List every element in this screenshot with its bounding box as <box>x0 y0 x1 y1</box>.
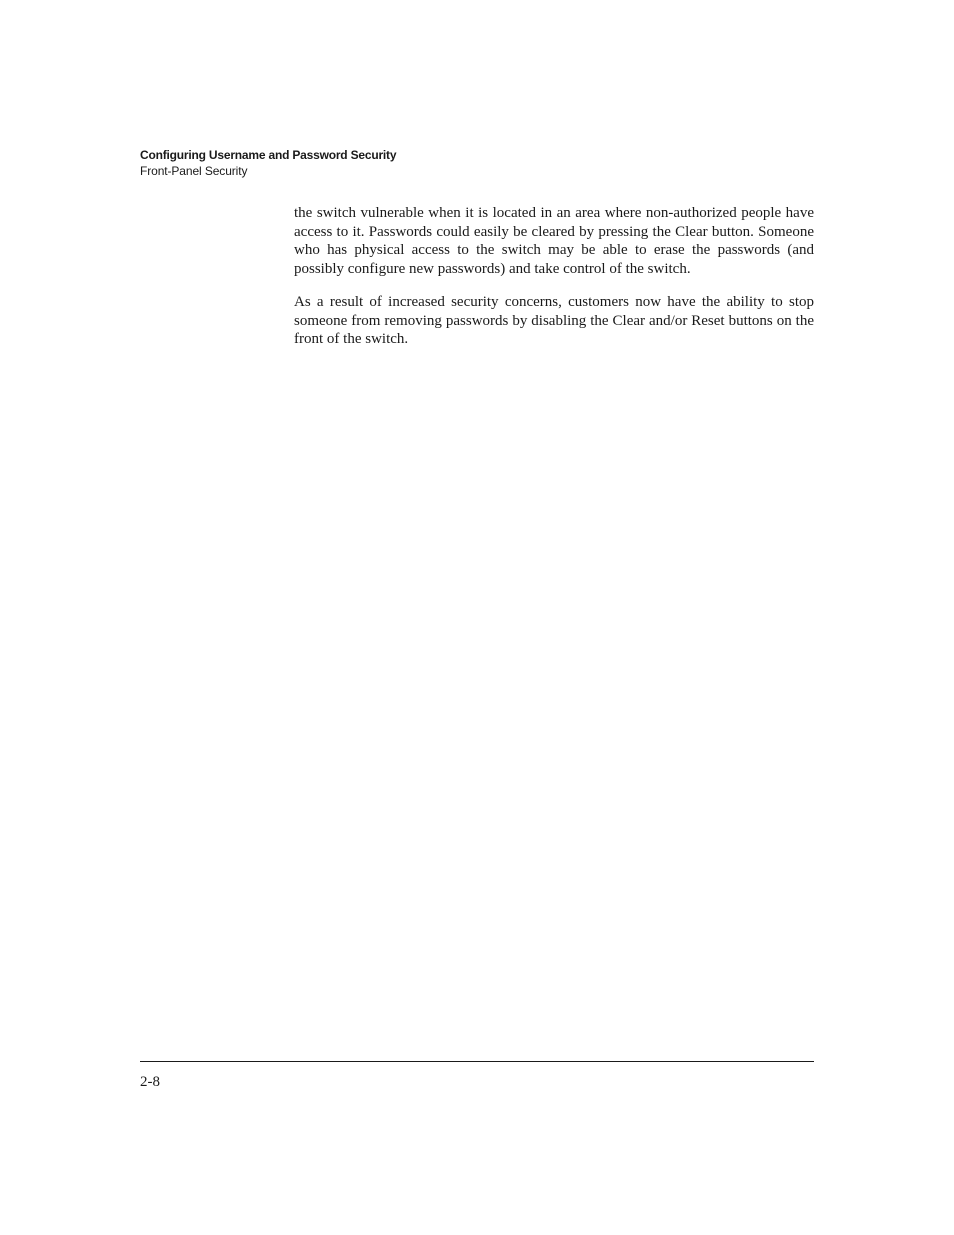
running-header <box>140 147 396 179</box>
body-paragraph: As a result of increased security concerns, customers now have the ability to stop someone from removing passwords by disabling the Clear and/or Reset buttons on the front of the switch. <box>294 293 814 348</box>
section-title: Front-Panel Security <box>140 164 248 178</box>
footer-divider <box>140 1061 814 1062</box>
chapter-title: Configuring Username and Password Security <box>140 148 397 162</box>
body-paragraph: the switch vulnerable when it is located in an area where non-authorized people have access to it. Passwords could easily be cleared by pressing the Clear button. Someone who has physical access to the switch may be able to erase the passwords (and possibly configure new passwords) and take control of the switch. <box>294 205 814 278</box>
page-number: 2-8 <box>140 1074 160 1090</box>
body-text <box>294 204 814 363</box>
